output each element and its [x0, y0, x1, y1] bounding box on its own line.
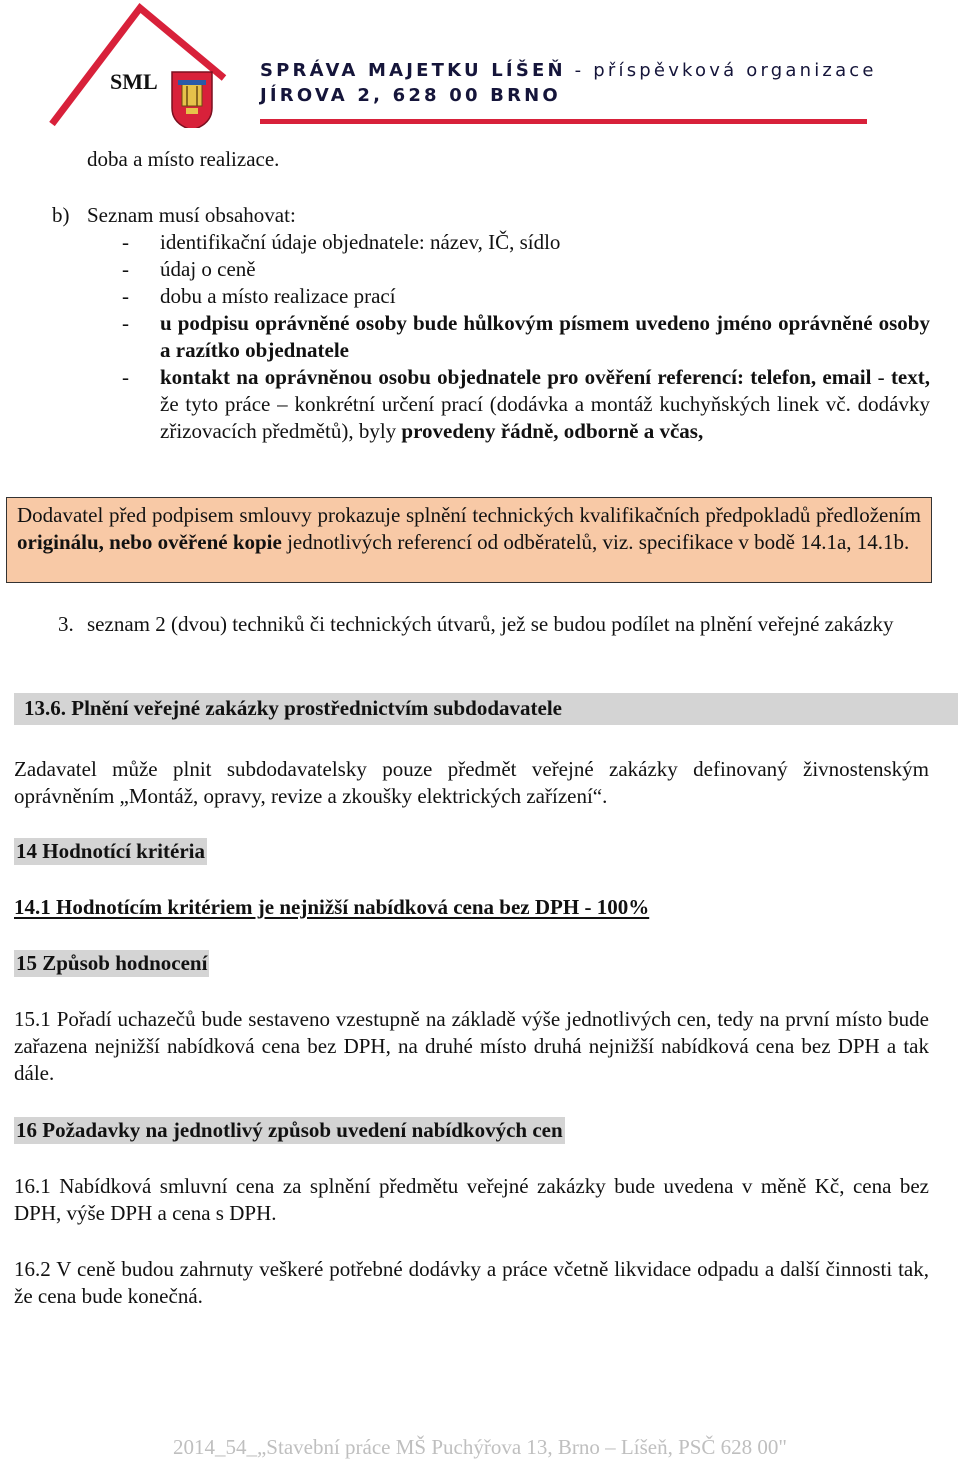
list-item-text	[160, 364, 930, 445]
org-address: JÍROVA 2, 628 00 BRNO	[260, 85, 561, 106]
list-item	[122, 283, 930, 310]
note-text-a: Dodavatel před podpisem smlouvy prokazuje splnění technických kvalifikačních předpokladů předložením	[17, 503, 921, 527]
section-title: Plnění veřejné zakázky prostřednictvím subdodavatele	[71, 696, 563, 720]
header-rule	[260, 119, 867, 124]
item3-text: seznam 2 (dvou) techniků či technických útvarů, jež se budou podílet na plnění veřejné zakázky	[87, 612, 894, 636]
item5-text: že tyto práce – konkrétní určení prací (dodávka a montáž kuchyňských linek vč. dodávky zřizovacích předmětů), byly	[160, 392, 930, 443]
item5-sep: -	[871, 365, 891, 389]
item5-bold-c: provedeny řádně, odborně a včas,	[401, 419, 704, 443]
list-b-title: Seznam musí obsahovat:	[87, 203, 296, 227]
list-item	[122, 229, 930, 256]
heading-14: 14 Hodnotící kritéria	[16, 839, 205, 863]
logo-roof-emblem	[48, 2, 268, 128]
list-item	[122, 256, 930, 283]
org-name-line	[260, 60, 877, 82]
page-footer: 2014_54_„Stavební práce MŠ Puchýřova 13, Brno – Líšeň, PSČ 628 00"	[172, 1435, 788, 1459]
heading-16: 16 Požadavky na jednotlivý způsob uvedení nabídkových cen	[16, 1118, 563, 1142]
organization-logo	[48, 2, 268, 128]
para-subdodavatel: Zadavatel může plnit subdodavatelsky pouze předmět veřejné zakázky definovaný živnostenským oprávněním „Montáž, opravy, revize a zkoušky elektrických zařízení“.	[14, 757, 929, 808]
item3-number: 3.	[58, 612, 74, 636]
qualification-note-box	[6, 497, 932, 583]
org-type: - příspěvková organizace	[565, 60, 877, 81]
heading-141: 14.1 Hodnotícím kritériem je nejnižší nabídková cena bez DPH - 100%	[14, 895, 650, 919]
bullet-dash: -	[122, 311, 129, 335]
bullet-dash: -	[122, 365, 129, 389]
list-item	[122, 364, 930, 445]
para-161: 16.1 Nabídková smluvní cena za splnění předmětu veřejné zakázky bude uvedena v měně Kč, cena bez DPH, výše DPH a cena s DPH.	[14, 1174, 929, 1225]
intro-tail: doba a místo realizace.	[87, 147, 280, 171]
list-item-text: identifikační údaje objednatele: název, IČ, sídlo	[160, 230, 561, 254]
section-number: 13.6.	[24, 696, 66, 720]
heading-15-wrap	[14, 950, 209, 977]
list-item	[122, 310, 930, 364]
logo-text: SML	[110, 69, 158, 94]
para-151: 15.1 Pořadí uchazečů bude sestaveno vzestupně na základě výše jednotlivých cen, tedy na první místo bude zařazena nejnižší nabídková cena bez DPH, na druhé místo druhá nejnižší nabídková cena bez DPH a tak dále.	[14, 1007, 929, 1085]
para-162: 16.2 V ceně budou zahrnuty veškeré potřebné dodávky a práce včetně likvidace odpadu a další činnosti tak, že cena bude konečná.	[14, 1257, 929, 1308]
list-b-marker: b)	[52, 203, 70, 227]
heading-16-wrap	[14, 1117, 565, 1144]
list-item-text: u podpisu oprávněné osoby bude hůlkovým písmem uvedeno jméno oprávněné osoby a razítko objednatele	[160, 311, 930, 362]
heading-141-wrap	[14, 894, 649, 921]
bullet-dash: -	[122, 230, 129, 254]
org-name: SPRÁVA MAJETKU LÍŠEŇ	[260, 60, 566, 81]
item5-bold-b: text,	[890, 365, 930, 389]
heading-14-wrap	[14, 838, 207, 865]
list-item-text: údaj o ceně	[160, 257, 256, 281]
item5-bold-a: kontakt na oprávněnou osobu objednatele pro ověření referencí: telefon, email	[160, 365, 872, 389]
list-item-text: dobu a místo realizace prací	[160, 284, 396, 308]
heading-15: 15 Způsob hodnocení	[16, 951, 208, 975]
note-text-b: jednotlivých referencí od odběratelů, viz. specifikace v bodě 14.1a, 14.1b.	[281, 530, 910, 554]
bullet-dash: -	[122, 257, 129, 281]
section-1306-heading	[14, 693, 958, 725]
note-text-bold: originálu, nebo ověřené kopie	[17, 530, 282, 554]
bullet-dash: -	[122, 284, 129, 308]
